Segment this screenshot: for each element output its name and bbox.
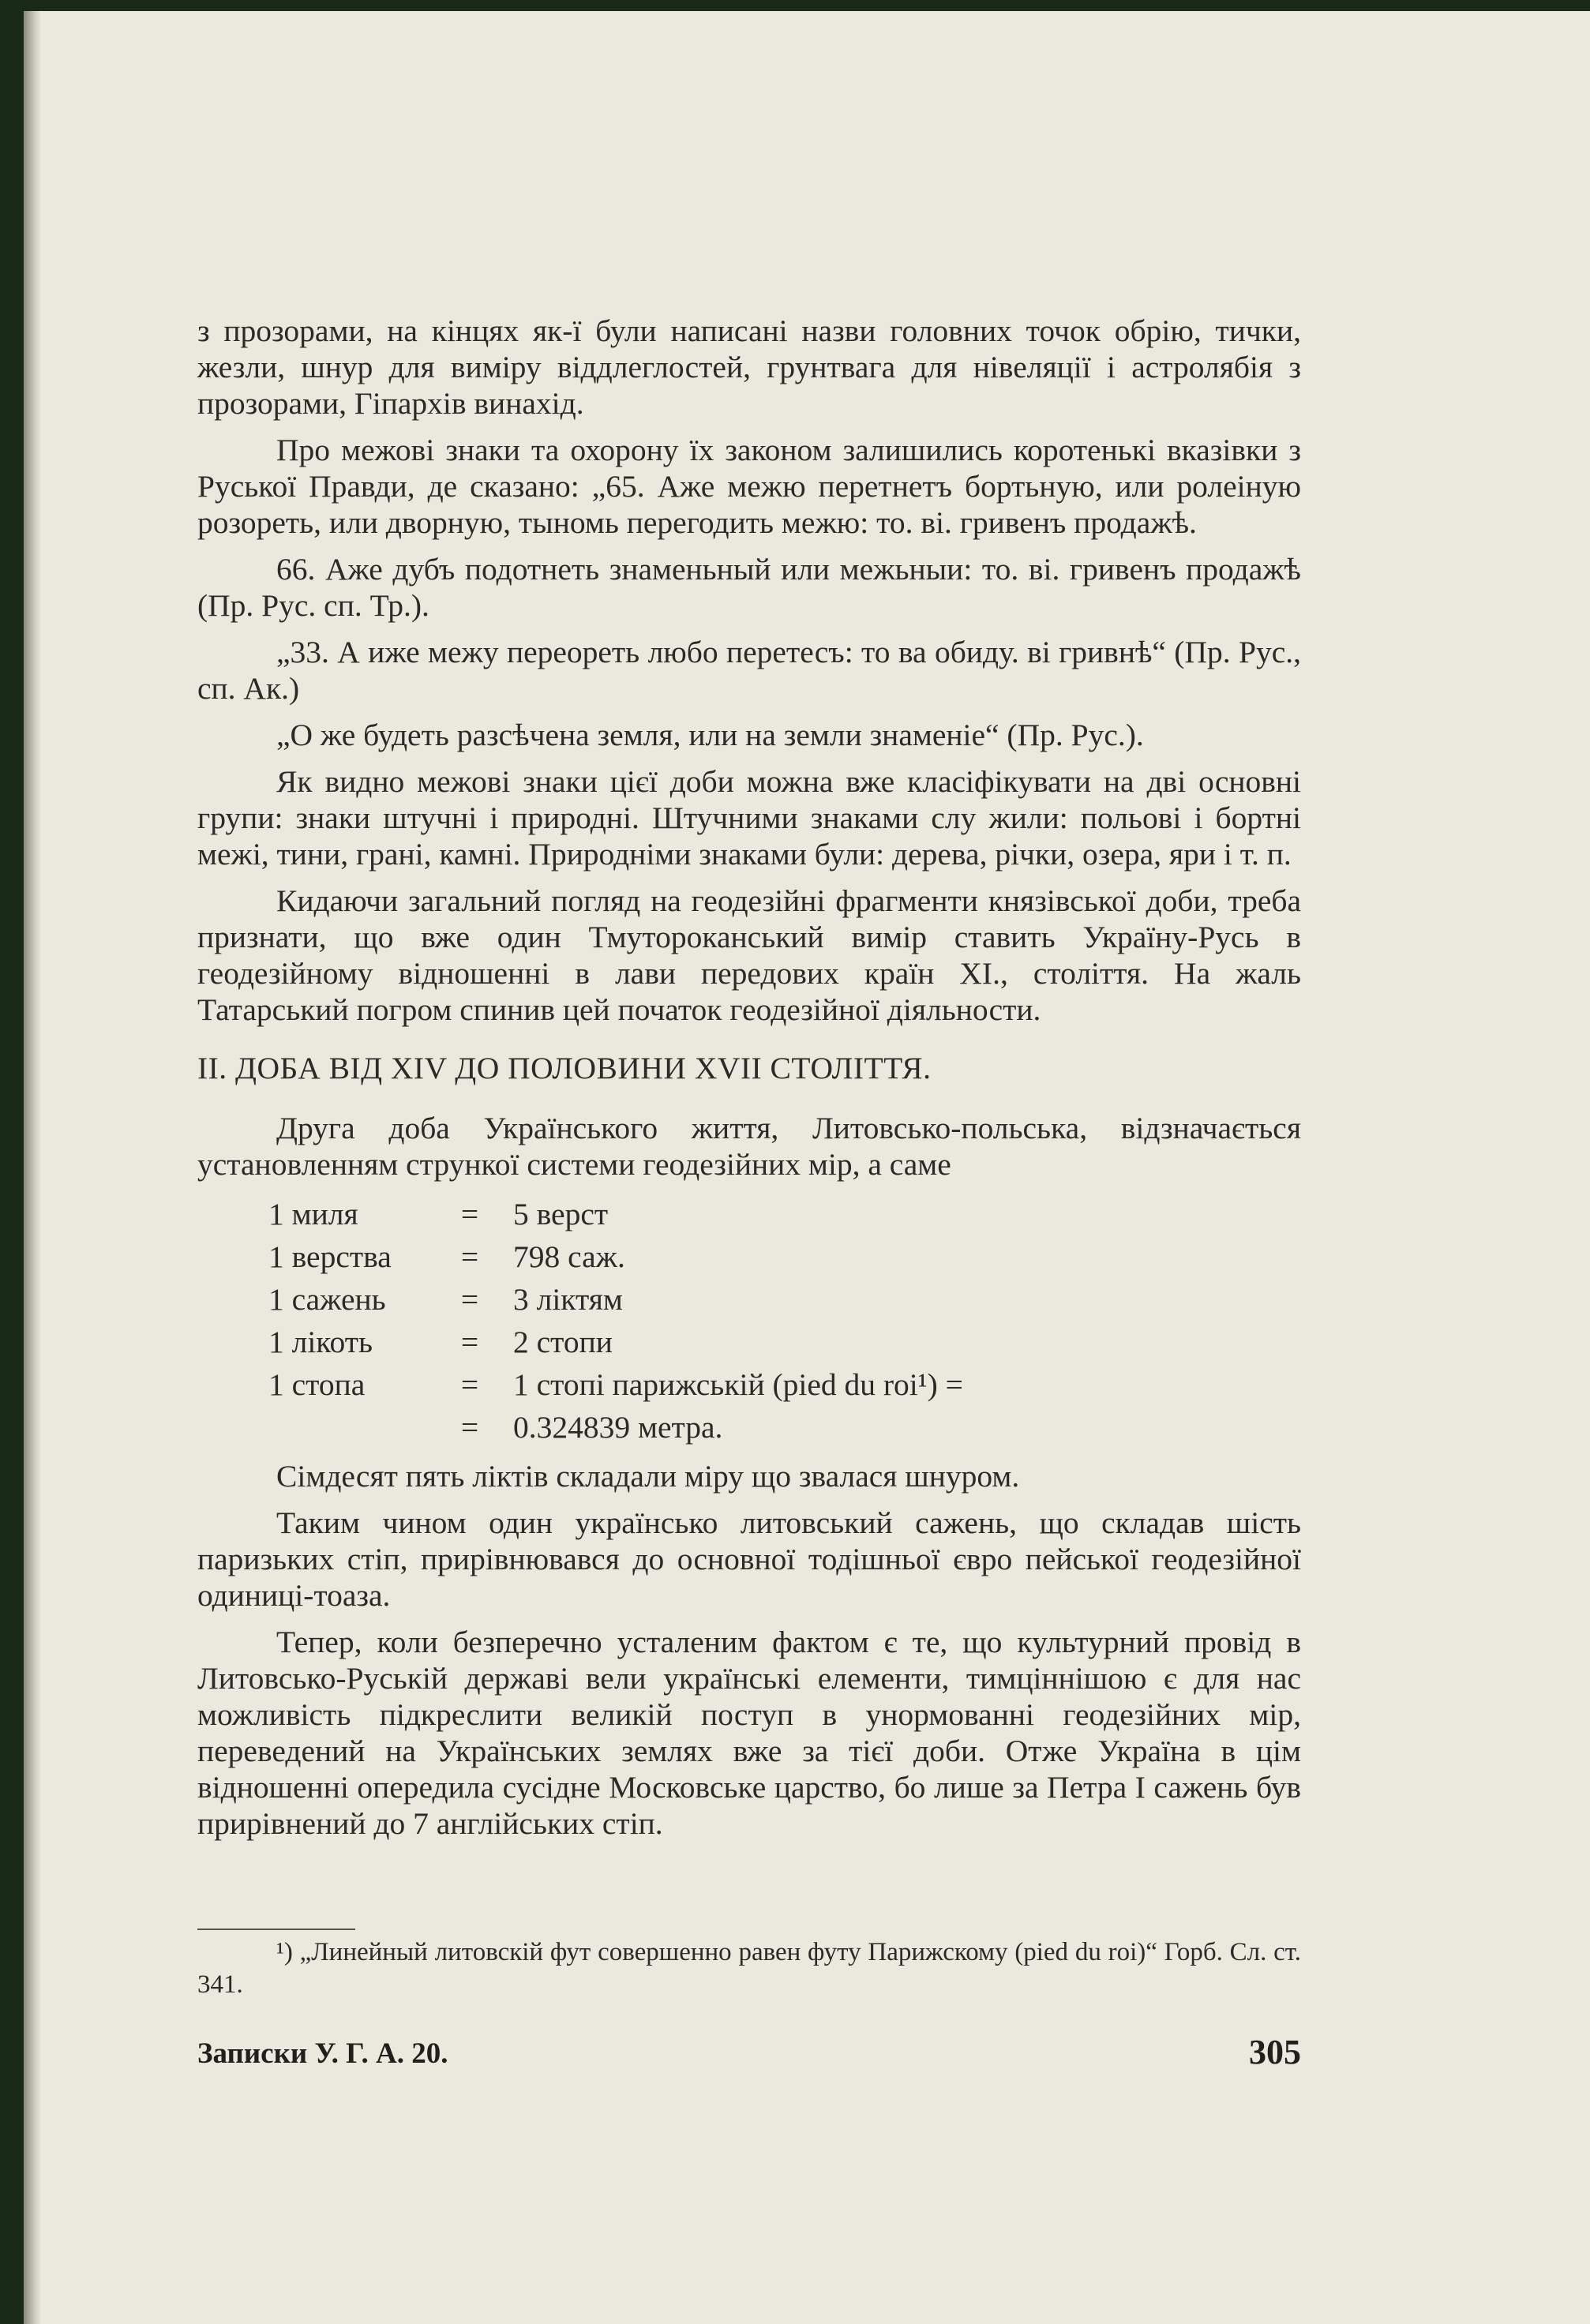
page-number: 305 <box>1249 2033 1301 2071</box>
paragraph-2: Про межові знаки та охорону їх законом залишились коротенькі вказівки з Руської Правди, де сказано: „65. Аже межю перетнетъ бортьную, или ролеіную розореть, или дворную, тыномь перегодить межю: то. ві. гривенъ продажѣ. <box>197 433 1301 540</box>
measure-value: 5 верст <box>513 1197 609 1231</box>
paragraph-after-3: Тепер, коли безперечно усталеним фактом є те, що культурний провід в Литовсько-Руській державі вели українські елементи, тимціннішою є для нас можливість підкреслити великій поступ в унормованні геодезійних мір, переведений на Українських землях вже за тієї доби. Отже Україна в цім відношенні опередила сусідне Московське царство, бо лише за Петра I сажень був прирівнений до 7 англійських стіп. <box>197 1625 1301 1841</box>
paragraph-5: „О же будеть разсѣчена земля, или на земли знаменіе“ (Пр. Рус.). <box>276 718 1144 752</box>
measure-equals: = <box>460 1197 479 1231</box>
paragraph-6: Як видно межові знаки цієї доби можна вже класіфікувати на дві основні групи: знаки штучні і природні. Штучними знаками слу жили: польові і бортні межі, тини, грані, камні. Природніми знаками були: дерева, річки, озера, яри і т. п. <box>197 764 1301 872</box>
measure-row <box>268 1235 963 1278</box>
measure-unit: 1 миля <box>268 1197 358 1231</box>
journal-title: Записки У. Г. А. 20. <box>197 2037 448 2070</box>
section-heading: II. ДОБА ВІД XIV ДО ПОЛОВИНИ XVII СТОЛІТТЯ. <box>197 1051 932 1085</box>
measure-row <box>268 1193 963 1235</box>
measure-row <box>268 1363 963 1406</box>
measure-value: 3 ліктям <box>513 1282 623 1317</box>
footnote-divider <box>197 1929 355 1930</box>
paragraph-1: з прозорами, на кінцях як-ї були написані назви головних точок обрію, тички, жезли, шнур для виміру віддлеглостей, грунтвага для нівеляції і астролябія з прозорами, Гіпархів винахід. <box>197 313 1301 421</box>
measure-unit: 1 лікоть <box>268 1325 373 1359</box>
measure-unit: 1 сажень <box>268 1282 386 1317</box>
paragraph-3: 66. Аже дубъ подотнеть знаменьный или межьныи: то. ві. гривенъ продажѣ (Пр. Рус. сп. Тр.). <box>197 552 1301 623</box>
measure-unit <box>268 1406 426 1449</box>
body-text <box>197 313 1301 1852</box>
measure-value: 1 стопі парижській (pied du roi¹) = <box>513 1367 963 1402</box>
paragraph-7: Кидаючи загальний погляд на геодезійні фрагменти князівської доби, треба признати, що вже один Тмутороканський вимір ставить Україну-Русь в геодезійному відношенні в лави передових країн XI., століття. На жаль Татарський погром спинив цей початок геодезійної діяльности. <box>197 883 1301 1027</box>
measure-value: 798 саж. <box>513 1239 625 1274</box>
measure-equals: = <box>460 1282 479 1317</box>
page-footer <box>197 2033 1301 2076</box>
measure-equals: = <box>460 1367 479 1402</box>
measure-value: 0.324839 метра. <box>513 1410 723 1445</box>
section-intro: Друга доба Українського життя, Литовсько-польська, відзначається установленням стрункої системи геодезійних мір, а саме <box>197 1111 1301 1182</box>
measure-unit: 1 верства <box>268 1239 392 1274</box>
measure-equals: = <box>460 1325 479 1359</box>
paragraph-4: „33. А иже межу переореть любо перетесъ: то ва обиду. ві гривнѣ“ (Пр. Рус., сп. Ак.) <box>197 635 1301 706</box>
measure-row <box>268 1278 963 1321</box>
measure-value: 2 стопи <box>513 1325 613 1359</box>
measure-row <box>268 1321 963 1363</box>
paragraph-after-1: Сімдесят пять ліктів складали міру що звалася шнуром. <box>276 1459 1020 1494</box>
paragraph-after-2: Таким чином один українсько литовський сажень, що складав шість паризьких стіп, прирівнювався до основної тодішньої євро пейської геодезійної одиниці-тоаза. <box>197 1505 1301 1613</box>
measure-unit: 1 стопа <box>268 1367 366 1402</box>
measure-row <box>268 1406 963 1449</box>
page-binding-shadow <box>24 11 41 2324</box>
footnote: ¹) „Линейный литовскій фут совершенно равен футу Парижскому (pied du roi)“ Горб. Сл. ст. 341. <box>197 1938 1301 1999</box>
measure-equals: = <box>460 1410 479 1445</box>
measure-equals: = <box>460 1239 479 1274</box>
measures-table <box>268 1193 963 1449</box>
